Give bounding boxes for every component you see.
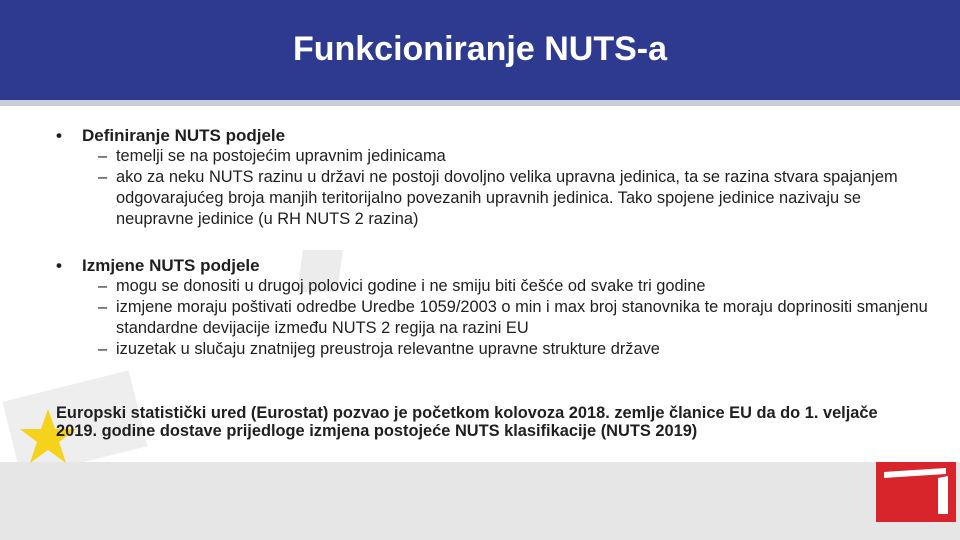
eurostat-note: Europski statistički ured (Eurostat) pozvao je početkom kolovoza 2018. zemlje članice EU da do 1. veljače 2019. godine dostave prijedloge izmjena postojeće NUTS klasifikacije (NUTS 2019) <box>56 404 878 440</box>
dash-marker: – <box>98 168 108 186</box>
sub-item <box>98 146 936 167</box>
sub-item <box>98 276 936 297</box>
bullet-marker: • <box>56 126 62 145</box>
sub-item-text: ako za neku NUTS razinu u državi ne postoji dovoljno velika upravna jedinica, ta se razina stvara spajanjem odgovarajućeg broja manjih teritorijalno povezanih upravnih jedinica. Tako spojene jedinice nazivaju se neupravne jedinice (u RH NUTS 2 razina) <box>116 168 898 228</box>
bullet-definiranje <box>56 126 936 146</box>
dash-marker: – <box>98 340 108 358</box>
dash-marker: – <box>98 298 108 316</box>
bullet-heading: Izmjene NUTS podjele <box>82 256 260 275</box>
sub-item-text: temelji se na postojećim upravnim jedinicama <box>116 147 446 165</box>
logo-icon <box>876 462 956 522</box>
bullet-izmjene <box>56 256 936 276</box>
sub-item-text: izmjene moraju poštivati odredbe Uredbe 1059/2003 o min i max broj stanovnika te moraju doprinositi smanjenu standardne devijacije između NUTS 2 regija na razini EU <box>116 298 928 337</box>
sub-item-text: mogu se donositi u drugoj polovici godine i ne smiju biti češće od svake tri godine <box>116 277 706 295</box>
slide-content <box>56 126 936 360</box>
sub-item <box>98 167 936 230</box>
sub-item <box>98 297 936 339</box>
bullet-marker: • <box>56 256 62 275</box>
bullet-heading: Definiranje NUTS podjele <box>82 126 286 145</box>
background-stripe <box>0 462 960 540</box>
dash-marker: – <box>98 277 108 295</box>
title-bar-underline <box>0 100 960 106</box>
dash-marker: – <box>98 147 108 165</box>
sub-item-text: izuzetak u slučaju znatnijeg preustroja relevantne upravne strukture države <box>116 340 660 358</box>
slide-title: Funkcioniranje NUTS-a <box>292 30 668 68</box>
sub-item <box>98 339 936 360</box>
